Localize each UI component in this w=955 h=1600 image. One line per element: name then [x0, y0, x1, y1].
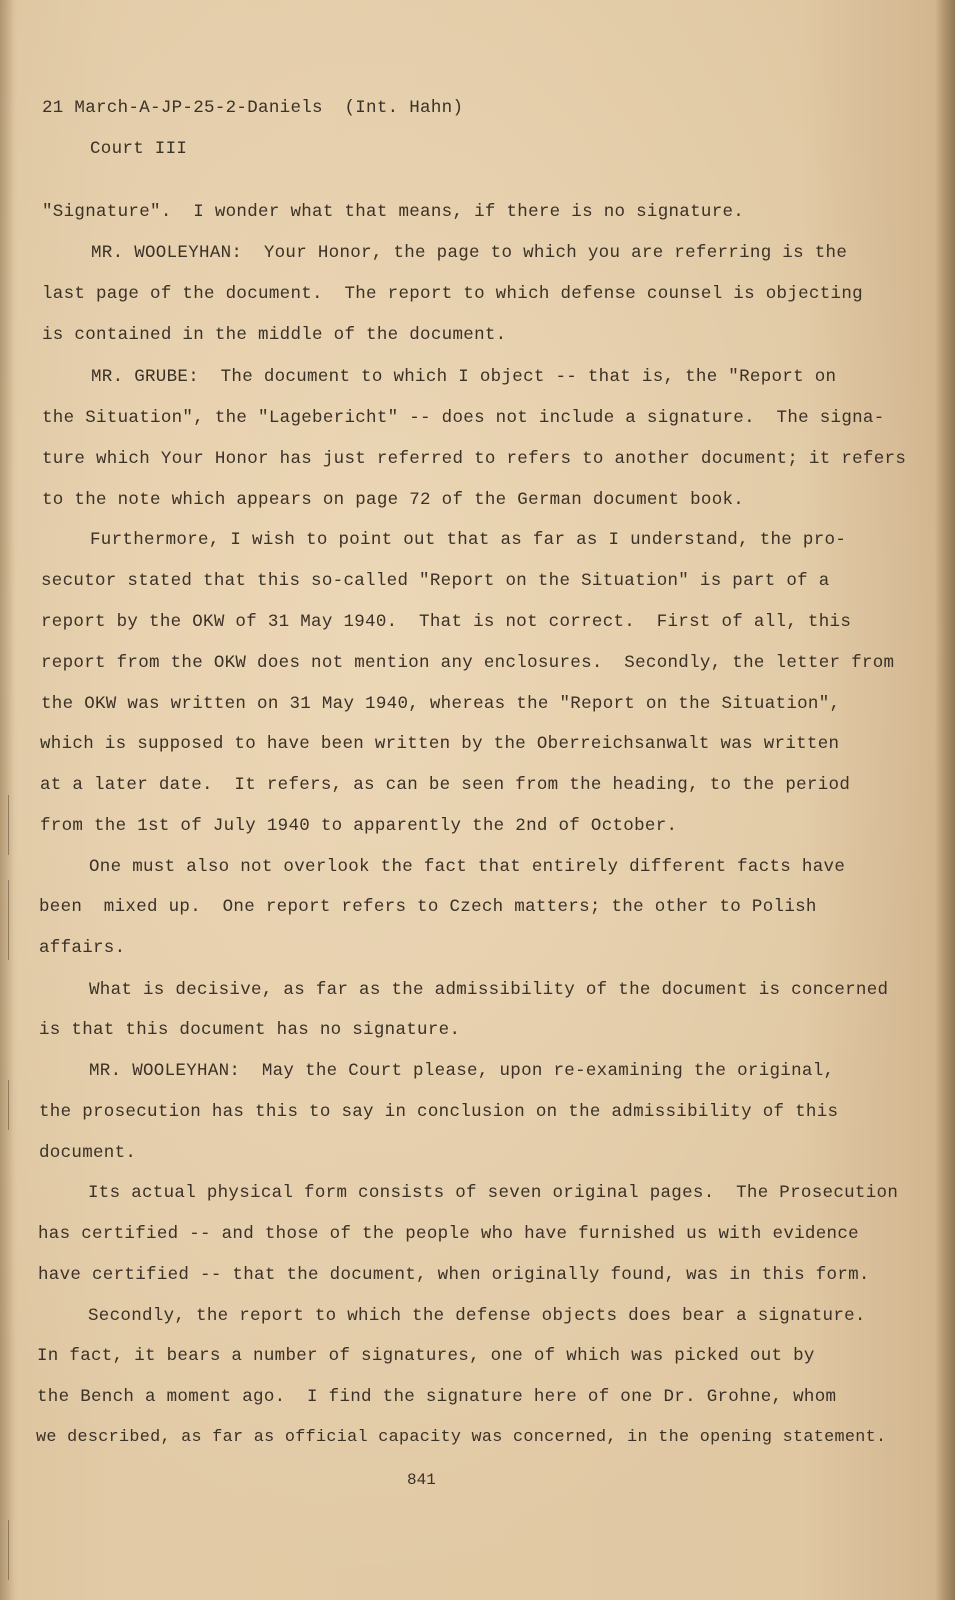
text-line: from the 1st of July 1940 to apparently the 2nd of October. — [40, 816, 678, 836]
transcript-id-header: 21 March-A-JP-25-2-Daniels (Int. Hahn) — [42, 98, 464, 118]
court-header: Court III — [90, 139, 188, 159]
text-line: MR. WOOLEYHAN: May the Court please, upon re-examining the original, — [89, 1061, 835, 1081]
page-right-edge-shadow — [935, 0, 955, 1600]
margin-mark — [8, 880, 9, 960]
text-line: document. — [39, 1143, 137, 1163]
text-line: report by the OKW of 31 May 1940. That is not correct. First of all, this — [41, 612, 852, 632]
text-line: In fact, it bears a number of signatures, one of which was picked out by — [37, 1346, 815, 1366]
text-line: Its actual physical form consists of seven original pages. The Prosecution — [88, 1183, 899, 1203]
margin-mark — [8, 1080, 9, 1130]
text-line: the prosecution has this to say in conclusion on the admissibility of this — [39, 1102, 839, 1122]
text-line: is contained in the middle of the document. — [42, 325, 507, 345]
text-line: secutor stated that this so-called "Report on the Situation" is part of a — [41, 571, 830, 591]
text-line: affairs. — [39, 938, 126, 958]
text-line: the Bench a moment ago. I find the signature here of one Dr. Grohne, whom — [37, 1387, 837, 1407]
page-left-edge-shadow — [0, 0, 14, 1600]
text-line: "Signature". I wonder what that means, if there is no signature. — [42, 202, 745, 222]
text-line: the OKW was written on 31 May 1940, whereas the "Report on the Situation", — [41, 694, 841, 714]
text-line: the Situation", the "Lagebericht" -- does not include a signature. The signa- — [42, 408, 885, 428]
text-line: ture which Your Honor has just referred to refers to another document; it refers — [42, 449, 907, 469]
text-line: last page of the document. The report to which defense counsel is objecting — [42, 284, 863, 304]
text-line: which is supposed to have been written by the Oberreichsanwalt was written — [40, 734, 840, 754]
text-line: Furthermore, I wish to point out that as far as I understand, the pro- — [90, 530, 847, 550]
text-line: is that this document has no signature. — [39, 1020, 461, 1040]
text-line: has certified -- and those of the people who have furnished us with evidence — [38, 1224, 859, 1244]
text-line: to the note which appears on page 72 of the German document book. — [42, 490, 745, 510]
text-line: we described, as far as official capacity was concerned, in the opening statement. — [36, 1428, 887, 1447]
margin-mark — [8, 795, 9, 855]
text-line: Secondly, the report to which the defense objects does bear a signature. — [88, 1306, 866, 1326]
page-number: 841 — [407, 1471, 436, 1489]
text-line: report from the OKW does not mention any enclosures. Secondly, the letter from — [41, 653, 895, 673]
margin-mark — [8, 1520, 9, 1580]
text-line: One must also not overlook the fact that entirely different facts have — [89, 857, 846, 877]
text-line: MR. GRUBE: The document to which I object -- that is, the "Report on — [91, 367, 837, 387]
text-line: MR. WOOLEYHAN: Your Honor, the page to which you are referring is the — [91, 243, 848, 263]
text-line: at a later date. It refers, as can be seen from the heading, to the period — [40, 775, 851, 795]
text-line: have certified -- that the document, when originally found, was in this form. — [38, 1265, 870, 1285]
text-line: What is decisive, as far as the admissibility of the document is concerned — [89, 980, 889, 1000]
text-line: been mixed up. One report refers to Czech matters; the other to Polish — [39, 897, 817, 917]
